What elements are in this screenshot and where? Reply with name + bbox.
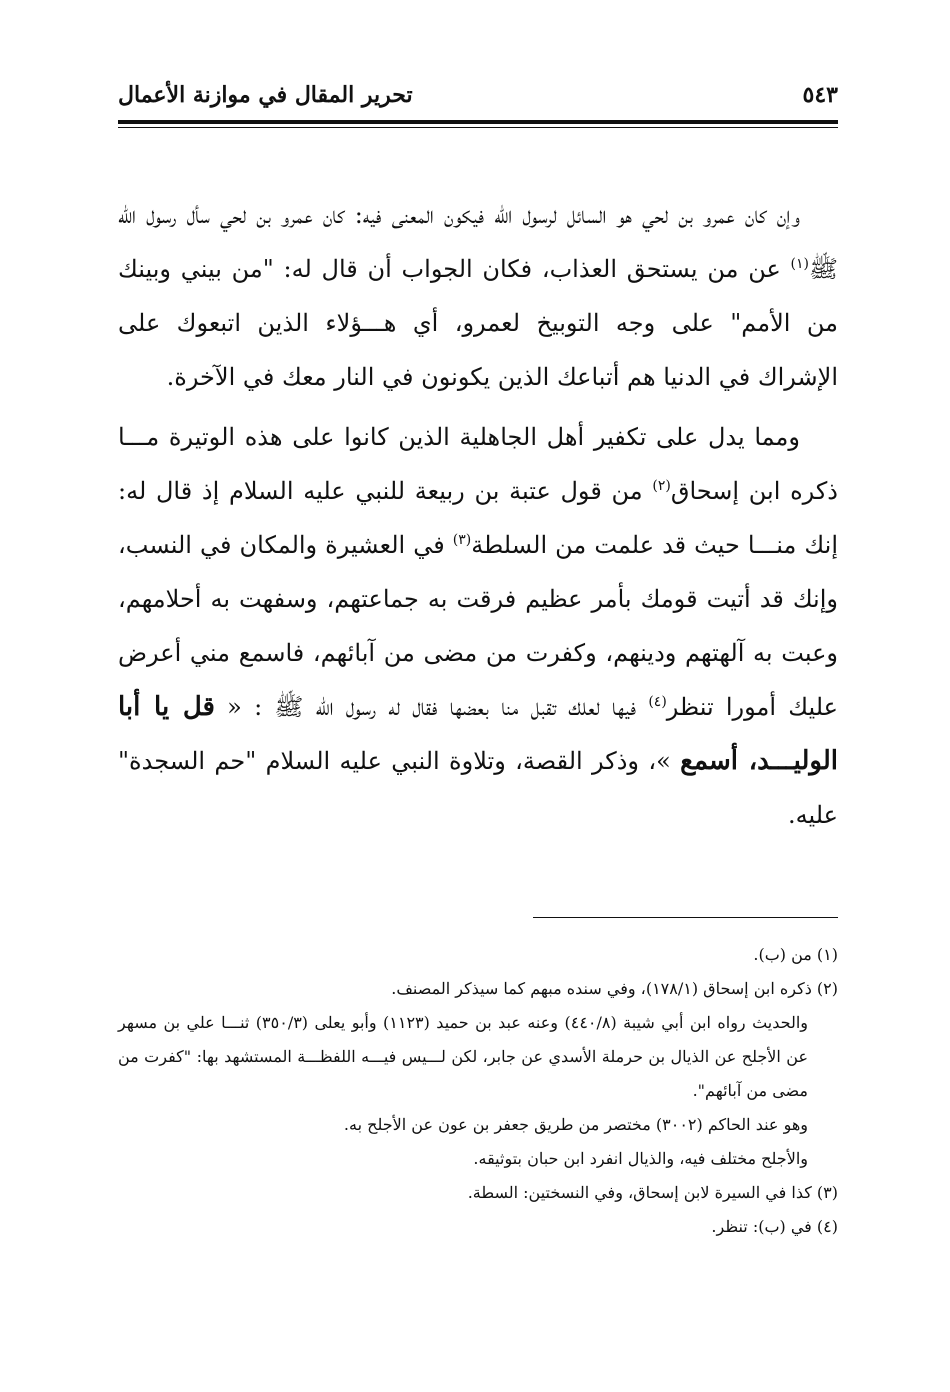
footnote-3: (٣) كذا في السيرة لابن إسحاق، وفي النسختين: السطة. xyxy=(467,1183,838,1202)
footnote-2-continuation-2: وهو عند الحاكم (٣٠٠٢) مختصر من طريق جعفر بن عون عن الأجلح به. xyxy=(343,1115,808,1134)
footnote-1: (١) من (ب). xyxy=(753,945,838,964)
p2-text-5: »، وذكر القصة، وتلاوة النبي عليه السلام "حم السجدة" عليه. xyxy=(118,747,838,829)
footnote-marker-3[interactable]: (٣) xyxy=(452,532,472,548)
footnotes xyxy=(118,938,838,1244)
header-rule-thin xyxy=(118,127,838,128)
footnote-marker-1[interactable]: (١) xyxy=(790,256,809,272)
quranic-quote: قل يا أبا الوليـــد، أسمع xyxy=(118,692,838,776)
footnote-separator xyxy=(533,917,838,918)
footnote-marker-4[interactable]: (٤) xyxy=(648,694,667,710)
p1-text-1: وإن كان عمرو بن لحي هو السائل لرسول الله فيكون المعنى فيه: كان عمرو بن لحي سأل رسول الله ﷺ xyxy=(118,201,838,283)
footnote-4: (٤) في (ب): تنظر. xyxy=(711,1217,838,1236)
footnote-2-continuation-3: والأجلح مختلف فيه، والذيال انفرد ابن حبان بتوثيقه. xyxy=(473,1149,808,1168)
running-title: تحرير المقال في موازنة الأعمال xyxy=(118,82,413,108)
p1-text-2: عن من يستحق العذاب، فكان الجواب أن قال له: "من بيني وبينك من الأمم" على وجه التوبيخ لعمرو، أي هـــؤلاء الذين اتبعوك على الإشراك في الدنيا هم أتباعك الذين يكونون في النار معك في الآخرة. xyxy=(118,255,839,391)
footnote-marker-2[interactable]: (٢) xyxy=(652,478,671,494)
footnote-2: (٢) ذكره ابن إسحاق (١٧٨/١)، وفي سنده مبهم كما سيذكر المصنف. xyxy=(391,979,838,998)
p2-text-3: في العشيرة والمكان في النسب، وإنك قد أتيت قومك بأمر عظيم فرقت به جماعتهم، وسفهت به أحلامهم، وعبت به آلهتهم ودينهم، وكفرت من مضى من آبائهم، فاسمع مني أعرض عليك أمورا تنظر xyxy=(118,531,838,721)
p2-text-1: ومما يدل على تكفير أهل الجاهلية الذين كانوا على هذه الوتيرة مـــا ذكره ابن إسحاق xyxy=(118,423,838,505)
p2-text-4: فيها لعلك تقبل منا بعضها فقال له رسول الله ﷺ : « xyxy=(214,693,649,721)
main-text xyxy=(118,188,838,842)
paragraph-1 xyxy=(118,188,838,404)
footnote-2-continuation-1: والحديث رواه ابن أبي شيبة (٤٤٠/٨) وعنه عبد بن حميد (١١٢٣) وأبو يعلى (٣٥٠/٣) ثنـــا علي بن مسهر عن الأجلح عن الذيال بن حرملة الأسدي عن جابر، لكن لـــيس فيـــه اللفظـــة المستشهد بها: "كفرت من مضى من آبائهم". xyxy=(118,1013,809,1100)
page-number: ٥٤٣ xyxy=(802,82,838,108)
paragraph-2 xyxy=(118,410,838,842)
header-rule-thick xyxy=(118,120,838,124)
page-header xyxy=(118,78,838,118)
p2-text-2: من قول عتبة بن ربيعة للنبي عليه السلام إذ قال له: إنك منـــا حيث قد علمت من السلطة xyxy=(118,477,838,559)
